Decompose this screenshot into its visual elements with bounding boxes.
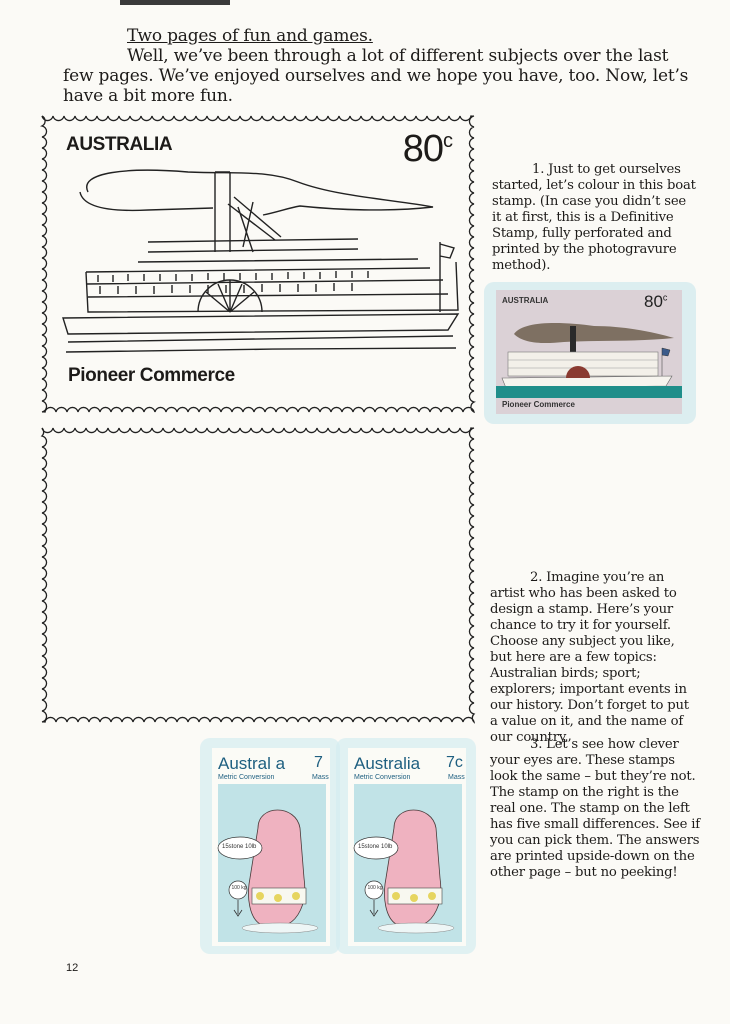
- activity-two-text: 2. Imagine you’re an artist who has been asked to design a stamp. Here’s your chance to try it for yourself. Choose any subject you like, but here are a few topics: Australian birds; sport; explorers; important events in our history. Don’t forget to put a value on it, and the name of our country.: [490, 570, 689, 745]
- colour-boat-stamp: [484, 282, 696, 424]
- left-stamp-country: Austral a: [218, 754, 286, 773]
- stamp-perforation-border: [38, 424, 478, 726]
- right-stamp-value: 7c: [446, 754, 463, 771]
- left-stamp-value: 7: [314, 754, 323, 771]
- intro-paragraph: Well, we’ve been through a lot of different subjects over the last few pages. We’ve enjoyed ourselves and we hope you have, too. Now, let’s have a bit more fun.: [63, 46, 689, 106]
- left-stamp-unit-word: Mass: [312, 774, 329, 781]
- activity-three-text: 3. Let’s see how clever your eyes are. These stamps look the same – but they’re not. The stamp on the right is the real one. The stamp on the left has five small differences. See if you can pick them. The answers are printed upside-down on the other page – but no peeking!: [490, 737, 700, 880]
- activity-one-text: 1. Just to get ourselves started, let’s colour in this boat stamp. (In case you didn’t see it at first, this is a Definitive Stamp, fully perforated and printed by the photogravure method).: [492, 162, 696, 273]
- difference-stamp-right: [336, 738, 476, 954]
- right-stamp-unit-word: Mass: [448, 774, 465, 781]
- top-edge-bar: [120, 0, 230, 5]
- outline-boat-stamp: [38, 112, 478, 416]
- page-number: 12: [66, 962, 79, 974]
- stamp-country-label: AUSTRALIA: [66, 134, 173, 155]
- blank-design-stamp[interactable]: [38, 424, 478, 726]
- colour-stamp-value: 80$^c$: [644, 292, 668, 311]
- colour-stamp-name: Pioneer Commerce: [502, 400, 575, 409]
- right-stamp-subtitle: Metric Conversion: [354, 774, 411, 781]
- difference-stamp-left: [200, 738, 340, 954]
- stamp-name-label: Pioneer Commerce: [68, 365, 235, 386]
- right-stamp-country: Australia: [354, 754, 421, 773]
- left-stamp-bubble-text: 15stone 10lb: [222, 844, 257, 850]
- left-stamp-subtitle: Metric Conversion: [218, 774, 275, 781]
- right-stamp-weight-text: 100 kg: [367, 885, 383, 891]
- colour-stamp-country: AUSTRALIA: [502, 296, 549, 305]
- right-stamp-bubble-text: 15stone 10lb: [358, 844, 393, 850]
- stamp-value: 80$^c$: [402, 128, 452, 170]
- page-heading: Two pages of fun and games.: [127, 26, 373, 46]
- left-stamp-weight-text: 100 kg: [231, 885, 247, 891]
